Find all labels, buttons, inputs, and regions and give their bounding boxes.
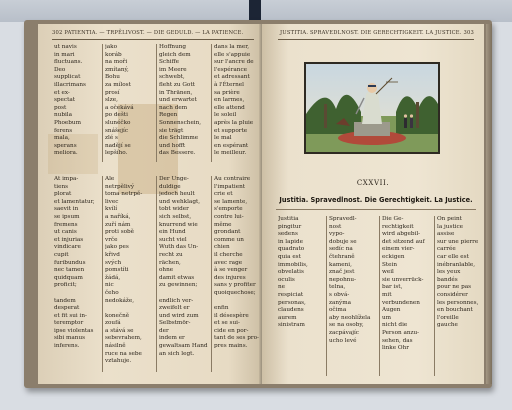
text-line: vindicare [54, 244, 81, 251]
text-line: sie unverrück- [382, 276, 424, 283]
text-line: die Schlimme [159, 135, 199, 142]
text-line: et supporte [214, 127, 248, 134]
text-line [105, 305, 153, 313]
text-line: ferens [54, 127, 73, 134]
column-divider [211, 44, 212, 162]
text-line: mala, [54, 135, 70, 142]
text-line: zlé s [105, 135, 118, 142]
text-line: sibi manus [54, 335, 86, 342]
right-col-czech [329, 216, 377, 376]
text-line: zacpávajíc [329, 329, 359, 336]
text-line: mit [382, 291, 392, 298]
text-line: Au contraire [214, 176, 251, 182]
text-line: claudens [278, 307, 304, 314]
text-line: en bouchant [437, 307, 473, 314]
text-line: po dešti [105, 112, 128, 119]
text-line: après la pluie [214, 119, 254, 126]
left-lower-col-french [214, 176, 262, 376]
chapter-number: CXXVII. [356, 179, 390, 187]
text-line: le meilleur. [214, 150, 247, 157]
text-line: il cherche [214, 251, 243, 258]
text-line: l'espérance [214, 66, 247, 73]
text-line: zweifelt er [159, 305, 190, 312]
text-line: nedokáže, [105, 297, 135, 304]
text-line: prosí [105, 89, 120, 96]
text-line: konečně [105, 312, 130, 319]
right-running-head: JUSTITIA. SPRAVEDLNOST. DIE GERECHTIGKEIT. LA JUSTICE. 303 [279, 30, 474, 36]
left-lower-col-german [159, 176, 209, 376]
text-line: knurrend wie [159, 221, 198, 228]
text-line: considérer [437, 291, 468, 298]
text-line: pres mains. [214, 343, 248, 350]
text-line: même [214, 221, 232, 228]
text-line: les personnes, [437, 299, 479, 306]
text-line: saevit in [54, 206, 79, 213]
text-line: a naříká, [105, 213, 131, 220]
text-line: rächen, [159, 259, 181, 266]
text-line: sehen, das [382, 337, 413, 344]
text-line: Deo [54, 66, 66, 73]
text-line: immobilis, [278, 261, 308, 268]
text-line: quoiquechose; [214, 289, 256, 296]
text-line: sie trägt [159, 127, 184, 134]
text-line: dobuje se [329, 238, 357, 245]
text-line: Wuth das Un- [159, 244, 199, 251]
text-line: nost [329, 223, 342, 230]
text-line: det sitzend auf [382, 238, 425, 245]
text-line: car elle est [437, 253, 469, 260]
text-line: enfin [214, 305, 229, 312]
text-line: sa prière [214, 89, 240, 96]
text-line: elle attend [214, 104, 245, 111]
text-line: l'impatient [214, 183, 246, 190]
text-line: grondant [214, 229, 241, 236]
text-line: fluctuans. [54, 59, 83, 66]
justice-illustration-art [306, 64, 438, 152]
text-line: jako pes [105, 244, 129, 251]
text-line: pomstíti [105, 267, 129, 274]
text-line: Stein [382, 261, 398, 268]
header-rule [52, 39, 254, 40]
text-line: cupit [54, 251, 69, 258]
text-line: toma netrpě- [105, 191, 143, 198]
text-line: dans la mer, [214, 44, 250, 50]
text-line: Justitia [278, 216, 299, 222]
text-line: ipse violentas [54, 327, 94, 334]
text-line: cide en por- [214, 327, 249, 334]
text-line: Bohu [105, 74, 120, 81]
text-line: Hoffnung [159, 44, 187, 50]
text-line: a očekává [105, 104, 134, 111]
text-line: der [159, 327, 169, 334]
text-line: Schiffe [159, 59, 179, 66]
left-page [38, 24, 262, 384]
text-line: jedoch heult [159, 191, 195, 198]
text-line: svých [105, 259, 122, 266]
text-line: wird abgebil- [382, 231, 421, 238]
text-line: nic [105, 282, 114, 289]
text-line: meliora. [54, 150, 78, 157]
justice-illustration [304, 62, 440, 154]
title-rule [276, 209, 476, 210]
text-line: Augen [382, 307, 401, 314]
text-line: à l'Éternel [214, 81, 244, 88]
column-divider [326, 216, 327, 376]
text-line: tant de ses pro- [214, 335, 259, 342]
text-line: očima [329, 307, 347, 314]
text-line: násilně [105, 343, 126, 350]
left-lower-col-latin [54, 176, 100, 376]
left-upper-col-french [214, 44, 262, 162]
text-line: slze, [105, 97, 118, 104]
text-line: žádá, [105, 274, 121, 281]
text-line: proti sobě [105, 229, 135, 236]
text-line: einem vier- [382, 246, 415, 253]
text-line: křivd [105, 251, 120, 258]
text-line: ruce na sebe [105, 350, 142, 357]
text-line: nach dem [159, 104, 188, 111]
text-line: se lamente, [214, 198, 248, 205]
text-line: l'oreille [437, 314, 459, 321]
text-line: na moři [105, 59, 128, 66]
text-line: avec rage [214, 259, 243, 266]
text-line: vrče [105, 236, 118, 243]
open-book [24, 20, 492, 388]
text-line: chien [214, 244, 230, 251]
column-divider [102, 44, 103, 162]
text-line: lepšího. [105, 150, 128, 157]
text-line: eckigen [382, 253, 405, 260]
text-line: nicht die [382, 322, 408, 329]
text-line: gewaltsam Hand [159, 343, 208, 350]
text-line: za mílost [105, 81, 131, 88]
text-line: sinistram [278, 322, 305, 329]
right-col-german [382, 216, 432, 376]
text-line: proficit; [54, 282, 77, 289]
text-line: nadějí se [105, 142, 131, 149]
text-line: sich selbst, [159, 213, 192, 220]
text-line: in mari [54, 51, 75, 58]
text-line: aurem [278, 314, 297, 321]
text-line: et se sui- [214, 320, 240, 327]
left-lower-col-czech [105, 176, 153, 376]
text-line: und erwartet [159, 97, 197, 104]
text-line: pour ne pas [437, 284, 472, 291]
text-line: et lamentatur, [54, 198, 95, 205]
text-line: On peint [437, 216, 462, 222]
text-line: quia est [278, 253, 301, 260]
text-line: in Thränen, [159, 89, 193, 96]
text-line: sur l'ancre de [214, 59, 254, 66]
text-line: et fit sui in- [54, 312, 87, 319]
text-line: des injures [214, 274, 246, 281]
text-line: et adressant [214, 74, 250, 81]
text-line: sedíc na [329, 246, 353, 253]
text-line: Ale [105, 176, 115, 182]
column-divider [102, 176, 103, 372]
text-line: ohne [159, 267, 174, 274]
column-divider [434, 216, 435, 376]
text-line: ne [278, 284, 286, 291]
right-page [262, 24, 484, 384]
text-line: à se venger [214, 267, 248, 274]
text-line: recht zu [159, 251, 183, 258]
column-divider [156, 176, 157, 372]
text-line: vztahuje. [105, 358, 132, 365]
text-line: les yeux [437, 269, 461, 276]
text-line: quadrato [278, 246, 305, 253]
text-line: čtehraně [329, 253, 355, 260]
text-line: sans y profiter [214, 282, 256, 289]
text-line: le mal [214, 135, 232, 142]
text-line: tobt wider [159, 206, 189, 213]
chapter-title: Justitia. Spravedlnost. Die Gerechtigkeit. La Justice. [279, 196, 473, 204]
text-line: in lapide [278, 238, 303, 245]
text-line: nubila [54, 112, 72, 119]
text-line: und wehklagt, [159, 198, 201, 205]
text-line: bar ist, [382, 284, 403, 291]
text-line: inferens. [54, 343, 80, 350]
text-line: netrpělivý [105, 183, 135, 190]
left-running-head: 302 PATIENTIA. — TRPĚLIVOST. — DIE GEDULD. — LA PATIENCE. [52, 30, 244, 36]
left-upper-col-german [159, 44, 209, 162]
text-line: et ex- [54, 89, 70, 96]
text-line: en larmes, [214, 97, 245, 104]
text-line: im Meere [159, 66, 187, 73]
text-line: supplicat [54, 74, 81, 81]
text-line: duldige [159, 183, 181, 190]
text-line: znač jest [329, 269, 355, 276]
text-line: Selbstmör- [159, 320, 191, 327]
text-line: sur une pierre [437, 238, 479, 245]
text-line: Person anzu- [382, 329, 420, 336]
text-line: bandés [437, 276, 458, 283]
text-line: elle s'appuie [214, 51, 251, 58]
text-line: desperat [54, 305, 80, 312]
text-line: das Bessere. [159, 150, 196, 157]
text-line: zuří nám [105, 221, 131, 228]
text-line: personas, [278, 299, 306, 306]
text-line: Phoebum [54, 119, 81, 126]
text-line: contre lui- [214, 213, 244, 220]
text-line: sucht viel [159, 236, 187, 243]
text-line: Sonnenschein, [159, 119, 202, 126]
text-line: verbundenen [382, 299, 420, 306]
page-edges [486, 24, 492, 384]
text-line: zu gewinnen; [159, 282, 198, 289]
text-line: sebevrahem, [105, 335, 142, 342]
text-line: linke Ohr [382, 345, 409, 352]
text-line: zoufá [105, 320, 121, 327]
text-line: inébranlable, [437, 261, 476, 268]
text-line: tiens [54, 183, 69, 190]
text-line: und wird zum [159, 312, 199, 319]
text-line [159, 290, 209, 298]
text-line: Spravedl- [329, 216, 357, 222]
text-line: fremens [54, 221, 78, 228]
text-line: an sich legt. [159, 350, 195, 357]
text-line: et injurias [54, 236, 84, 243]
text-line: se ipsum [54, 213, 80, 220]
text-line: assise [437, 231, 455, 238]
text-line: furibundus [54, 259, 86, 266]
text-line: quidquam [54, 274, 83, 281]
text-line: kameni, [329, 261, 352, 268]
text-line: nepohnu- [329, 276, 357, 283]
text-line: indem er [159, 335, 185, 342]
text-line: weil [382, 269, 394, 276]
text-line: spectat [54, 97, 76, 104]
text-line: rechtigkeit [382, 223, 414, 230]
text-line: um [382, 314, 392, 321]
text-line: Der Unge- [159, 176, 189, 182]
left-upper-col-latin [54, 44, 100, 162]
header-rule [278, 39, 474, 40]
column-divider [211, 176, 212, 372]
text-line: Die Ge- [382, 216, 404, 222]
text-line: schwebt, [159, 74, 185, 81]
text-line: plorat [54, 191, 72, 198]
text-line: le soleil [214, 112, 237, 119]
text-line: endlich ver- [159, 297, 194, 304]
right-col-latin [278, 216, 324, 376]
text-line: Regen [159, 112, 178, 119]
text-line: aby neohlížela [329, 314, 371, 321]
text-line: ut canis [54, 229, 77, 236]
text-line: nec tamen [54, 267, 85, 274]
text-line: ut navis [54, 44, 77, 50]
text-line: comme un [214, 236, 244, 243]
left-upper-col-czech [105, 44, 153, 162]
text-line: tandem [54, 297, 76, 304]
text-line: la justice [437, 223, 464, 230]
text-line: ein Hund [159, 229, 186, 236]
text-line: post [54, 104, 67, 111]
text-line: slunéčko [105, 119, 131, 126]
column-divider [156, 44, 157, 162]
text-line: livec [105, 198, 119, 205]
text-line [54, 290, 100, 298]
text-line: und hofft [159, 142, 186, 149]
text-line: il désespère [214, 312, 249, 319]
right-col-french [437, 216, 483, 376]
text-line: vypo- [329, 231, 345, 238]
column-divider [379, 216, 380, 376]
text-line: a stává se [105, 327, 134, 334]
text-line: carrée [437, 246, 456, 253]
text-line: respiciat [278, 291, 304, 298]
text-line: s'emporte [214, 206, 243, 213]
text-line: sedens [278, 231, 298, 238]
text-line: sperans [54, 142, 77, 149]
text-line: oculis [278, 276, 295, 283]
text-line: obvelatis [278, 269, 304, 276]
text-line: crie et [214, 191, 233, 198]
text-line: telna, [329, 284, 346, 291]
text-line: s obvá- [329, 291, 350, 298]
text-line: se na osoby, [329, 322, 364, 329]
text-line: damit etwas [159, 274, 195, 281]
text-line: teremptor [54, 320, 84, 327]
text-line: fleht zu Gott [159, 81, 195, 88]
text-line: kvílí [105, 206, 118, 213]
text-line [214, 298, 262, 306]
text-line: koráb [105, 51, 122, 58]
text-line: At impa- [54, 176, 79, 182]
text-line: illacrimans [54, 81, 86, 88]
text-line: gleich dem [159, 51, 191, 58]
text-line: zanýma [329, 299, 352, 306]
text-line: čeho [105, 289, 119, 296]
text-line: snášejíc [105, 127, 129, 134]
text-line: zmítaný, [105, 66, 129, 73]
text-line: en espérant [214, 142, 249, 149]
text-line: pingitur [278, 223, 302, 230]
text-line: ucho levé [329, 337, 357, 344]
text-line: gauche [437, 322, 458, 329]
text-line: jako [105, 44, 118, 50]
